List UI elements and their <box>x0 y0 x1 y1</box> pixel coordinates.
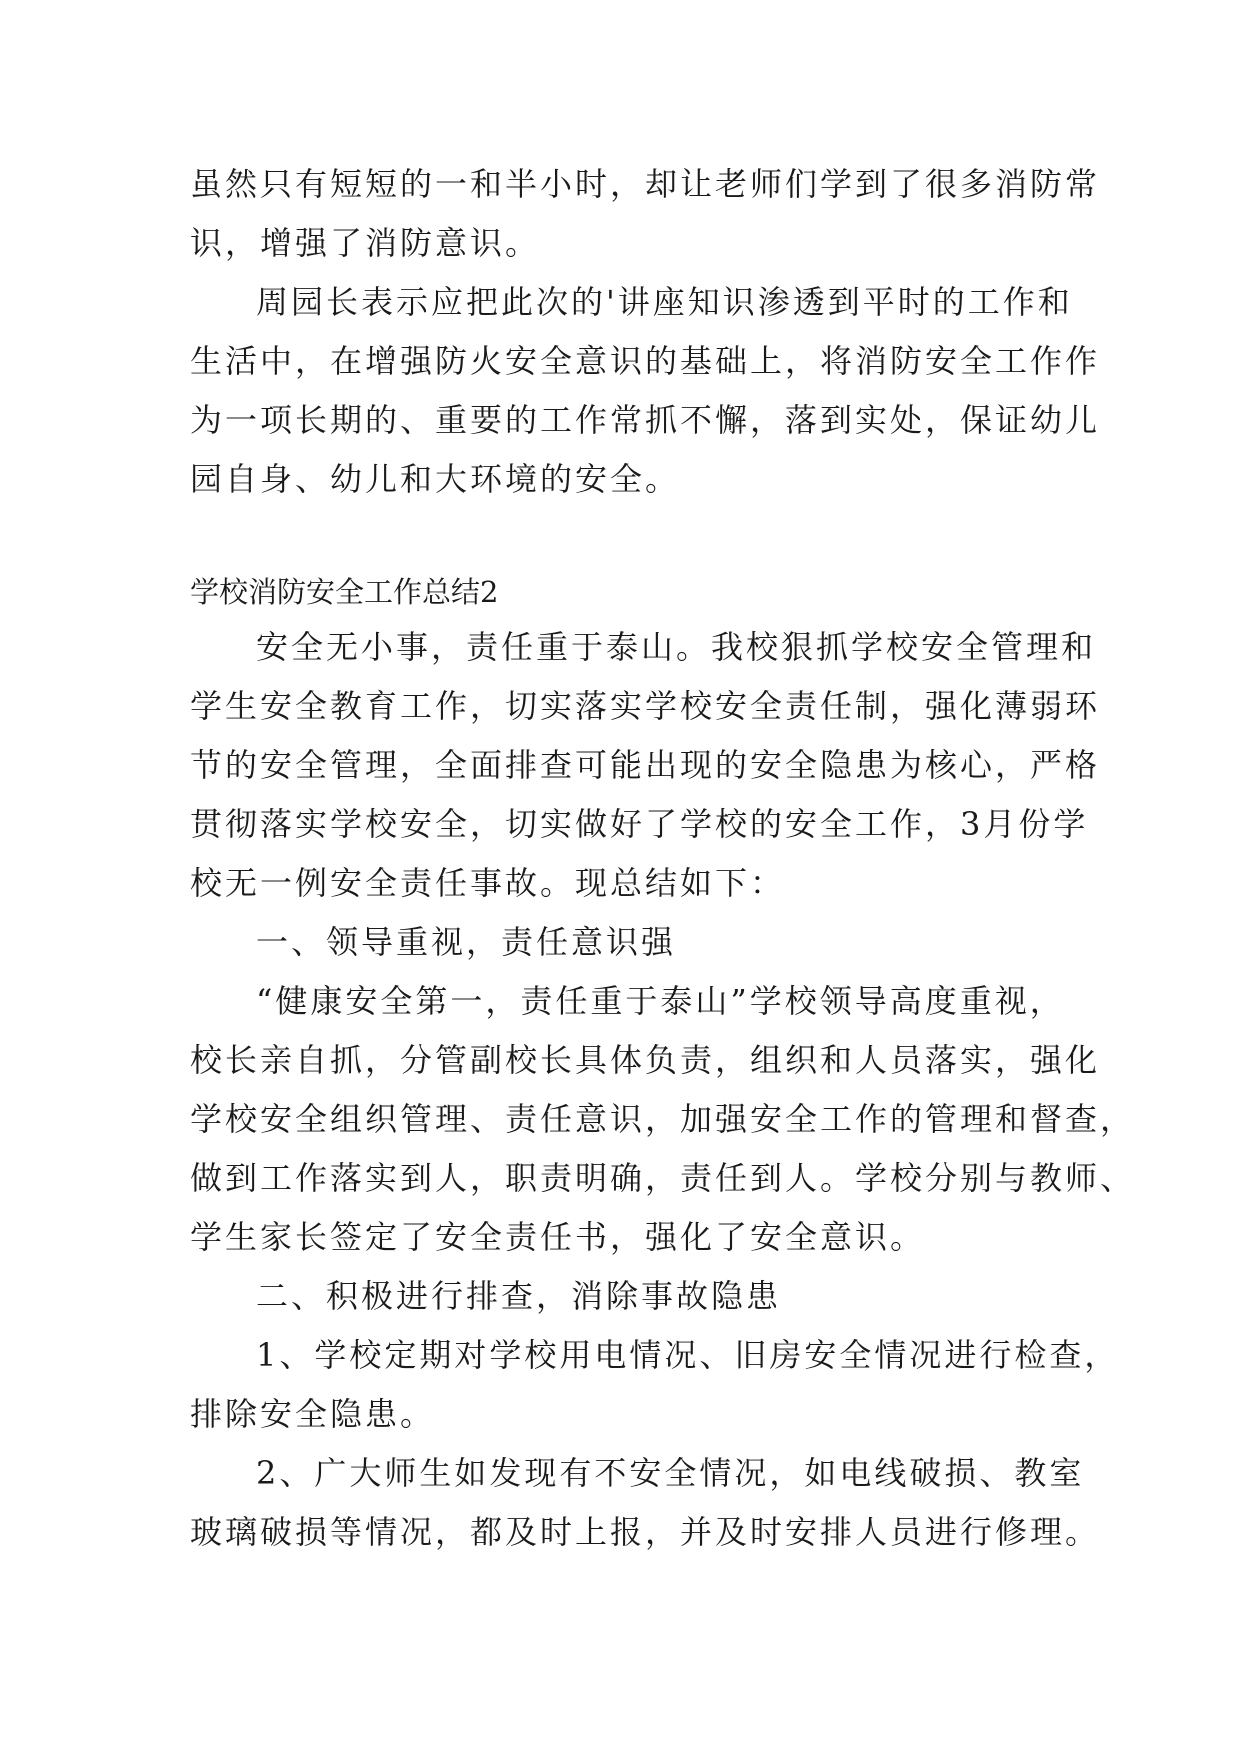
paragraph-line: 生活中，在增强防火安全意识的基础上，将消防安全工作作 <box>190 342 1101 380</box>
paragraph-line: 为一项长期的、重要的工作常抓不懈，落到实处，保证幼儿 <box>190 401 1101 439</box>
subheading: 二、积极进行排查，消除事故隐患 <box>256 1277 782 1315</box>
paragraph-line: 学生家长签定了安全责任书，强化了安全意识。 <box>190 1218 926 1256</box>
paragraph-line: “健康安全第一，责任重于泰山”学校领导高度重视， <box>256 982 1065 1020</box>
paragraph-line: 学校安全组织管理、责任意识，加强安全工作的管理和督查， <box>190 1100 1136 1138</box>
paragraph-line: 贯彻落实学校安全，切实做好了学校的安全工作，3月份学 <box>190 805 1089 843</box>
paragraph-line: 校长亲自抓，分管副校长具体负责，组织和人员落实，强化 <box>190 1041 1101 1079</box>
paragraph-line: 1、学校定期对学校用电情况、旧房安全情况进行检查， <box>256 1336 1120 1374</box>
paragraph-line: 校无一例安全责任事故。现总结如下： <box>190 864 786 902</box>
paragraph-line: 虽然只有短短的一和半小时，却让老师们学到了很多消防常 <box>190 165 1101 203</box>
paragraph-line: 节的安全管理，全面排查可能出现的安全隐患为核心，严格 <box>190 746 1101 784</box>
paragraph-line: 排除安全隐患。 <box>190 1395 436 1433</box>
paragraph-line: 玻璃破损等情况，都及时上报，并及时安排人员进行修理。 <box>190 1513 1101 1551</box>
paragraph-line: 安全无小事，责任重于泰山。我校狠抓学校安全管理和 <box>256 628 1097 666</box>
subheading: 一、领导重视，责任意识强 <box>256 923 677 961</box>
paragraph-line: 园自身、幼儿和大环境的安全。 <box>190 460 681 498</box>
section-title: 学校消防安全工作总结2 <box>190 575 499 609</box>
paragraph-line: 识，增强了消防意识。 <box>190 224 541 262</box>
paragraph-line: 做到工作落实到人，职责明确，责任到人。学校分别与教师、 <box>190 1159 1136 1197</box>
paragraph-line: 学生安全教育工作，切实落实学校安全责任制，强化薄弱环 <box>190 687 1101 725</box>
paragraph-line: 周园长表示应把此次的'讲座知识渗透到平时的工作和 <box>256 283 1073 321</box>
paragraph-line: 2、广大师生如发现有不安全情况，如电线破损、教室 <box>256 1454 1085 1492</box>
